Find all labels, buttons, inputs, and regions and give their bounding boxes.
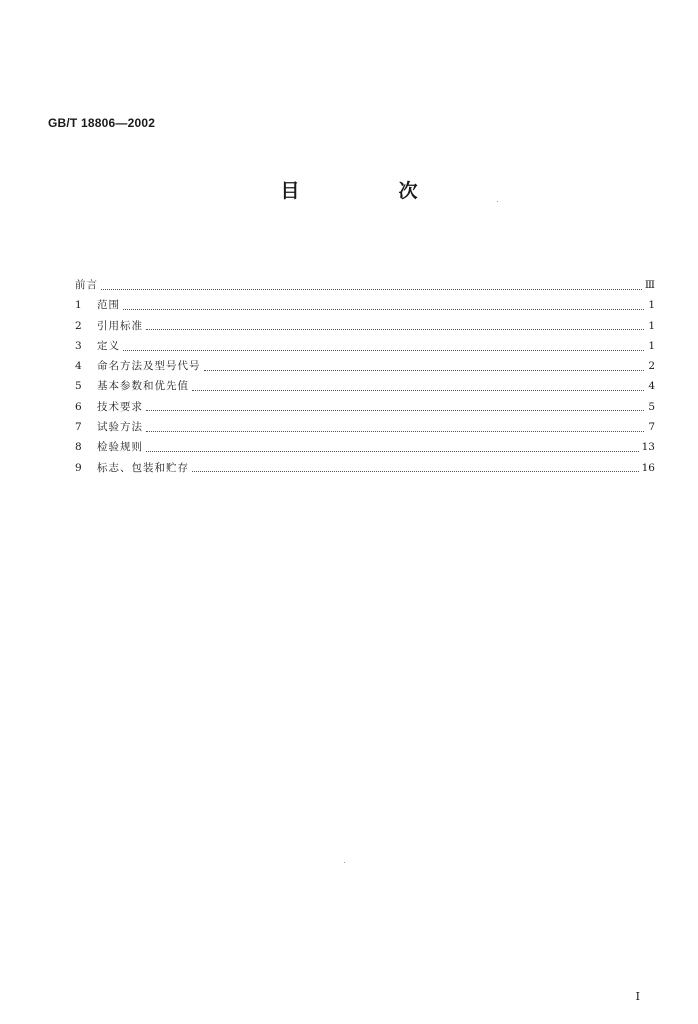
toc-leader-dots xyxy=(123,340,644,351)
toc-entry-label: 前言 xyxy=(75,279,98,291)
toc-entry-page: 2 xyxy=(648,360,655,373)
page-number: I xyxy=(635,990,640,1003)
toc-entry-label: 基本参数和优先值 xyxy=(97,380,189,393)
toc-entry-2[interactable] xyxy=(75,316,655,336)
toc-leader-dots xyxy=(192,380,644,391)
table-of-contents xyxy=(75,275,655,478)
toc-entry-label: 标志、包装和贮存 xyxy=(97,461,189,474)
toc-entry-3[interactable] xyxy=(75,336,655,356)
toc-entry-label: 范围 xyxy=(97,299,120,312)
toc-entry-7[interactable] xyxy=(75,417,655,437)
toc-entry-page: 1 xyxy=(648,339,655,352)
toc-entry-label: 技术要求 xyxy=(97,400,143,413)
standard-code: GB/T 18806—2002 xyxy=(48,116,156,130)
page-title: 目 次 xyxy=(280,180,458,202)
toc-entry-page: 4 xyxy=(648,380,655,393)
toc-entry-number: 5 xyxy=(75,380,82,393)
toc-leader-dots xyxy=(123,299,644,310)
toc-entry-5[interactable] xyxy=(75,376,655,396)
toc-entry-number: 1 xyxy=(75,299,82,312)
toc-entry-1[interactable] xyxy=(75,295,655,315)
toc-entry-9[interactable] xyxy=(75,458,655,478)
toc-leader-dots xyxy=(146,400,644,411)
toc-entry-page: 5 xyxy=(648,400,655,413)
toc-entry-label: 命名方法及型号代号 xyxy=(97,360,201,373)
toc-entry-number: 8 xyxy=(75,441,82,454)
toc-leader-dots xyxy=(146,319,644,330)
toc-entry-number: 9 xyxy=(75,461,82,474)
toc-leader-dots xyxy=(146,421,644,432)
toc-entry-page: 16 xyxy=(641,461,655,474)
toc-entry-number: 6 xyxy=(75,400,82,413)
toc-entry-page: 1 xyxy=(648,299,655,312)
toc-leader-dots xyxy=(146,441,639,452)
toc-entry-number: 4 xyxy=(75,360,82,373)
toc-leader-dots xyxy=(192,461,639,472)
toc-entry-number: 7 xyxy=(75,421,82,434)
toc-leader-dots xyxy=(101,279,642,290)
toc-entry-number: 3 xyxy=(75,339,82,352)
toc-entry-page: 7 xyxy=(648,421,655,434)
toc-entry-page: 13 xyxy=(641,441,655,454)
toc-entry-label: 试验方法 xyxy=(97,421,143,434)
toc-entry-label: 引用标准 xyxy=(97,319,143,332)
toc-leader-dots xyxy=(204,360,645,371)
toc-entry-8[interactable] xyxy=(75,437,655,457)
toc-entry-page: 1 xyxy=(648,319,655,332)
toc-entry-number: 2 xyxy=(75,319,82,332)
toc-entry-6[interactable] xyxy=(75,397,655,417)
toc-entry-label: 定义 xyxy=(97,339,120,352)
scan-speck xyxy=(497,201,498,202)
toc-entry-label: 检验规则 xyxy=(97,441,143,454)
scan-speck xyxy=(344,862,345,863)
toc-entry-preface[interactable] xyxy=(75,275,655,295)
toc-entry-4[interactable] xyxy=(75,356,655,376)
toc-entry-page: Ⅲ xyxy=(644,279,655,291)
